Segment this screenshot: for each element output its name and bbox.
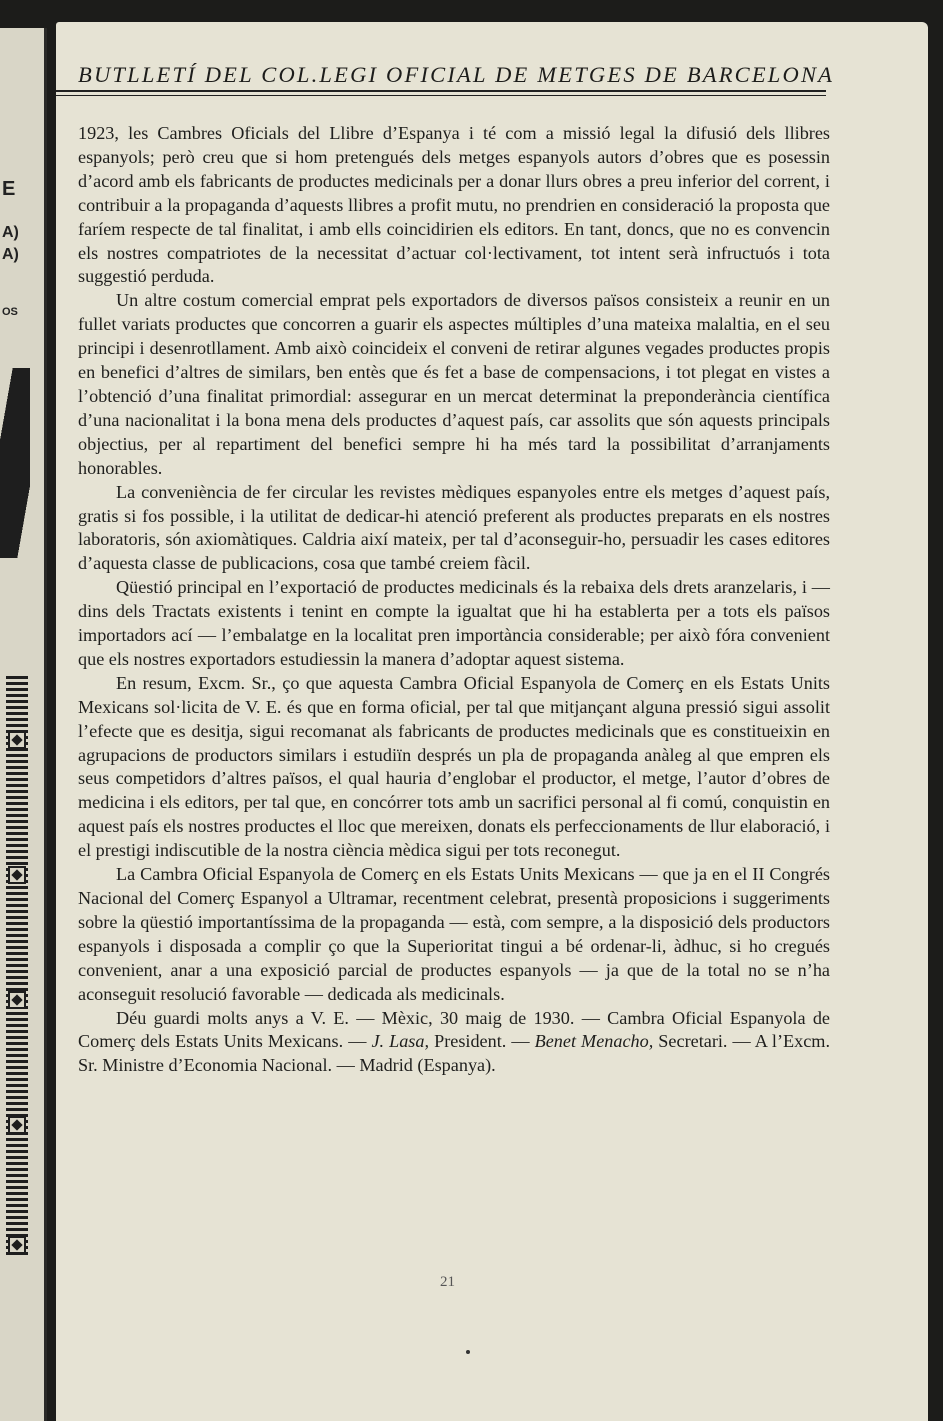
running-header: BUTLLETÍ DEL COL.LEGI OFICIAL DE METGES DE BARCELONA [78, 62, 835, 87]
adjacent-page-fragment: OS [2, 306, 18, 318]
header-rule [56, 90, 826, 92]
adjacent-page-fragment: A) [2, 224, 19, 241]
paragraph: En resum, Excm. Sr., ço que aquesta Cambra Oficial Espanyola de Comerç en els Estats Units Mexicans sol·licita de V. E. és que en forma oficial, per tal que mitjançant alguna pressió sigui assolit l’efecte que es desitja, sigui recomanat als fabricants de productes medicinals que es constitueixin en agrupacions de productors similars i estudiïn després un pla de propaganda anàleg al que empren els seus competidors d’altres països, el qual hauria d’englobar el productor, el metge, l’autor d’obres de medicina i els editors, per tal que, en concórrer tots amb un sacrifici personal al fi comú, conquistin en aquest país els nostres productes el lloc que mereixen, donats els perfeccionaments de llur elaboració, i el prestigi indiscutible de la nostra ciència mèdica sigui per tots reconegut. [78, 672, 830, 861]
page-number: 21 [440, 1274, 455, 1290]
adjacent-page-strip [0, 28, 47, 1421]
paragraph: La Cambra Oficial Espanyola de Comerç en els Estats Units Mexicans — que ja en el II Congrés Nacional del Comerç Espanyol a Ultramar, recentment celebrat, presentà proposicions i suggeriments sobre la qüestió importantíssima de la propaganda — està, com sempre, a la disposició dels productors espanyols i disposada a complir ço que la Superioritat tingui a bé ordenar-li, àdhuc, si ho cregués convenient, anar a una exposició parcial de productes espanyols — ja que de la total no se n’ha aconseguit resolució favorable — dedicada als medicinals. [78, 864, 830, 1004]
print-speck [466, 1350, 470, 1354]
signatory-secretary: Benet Menacho, [534, 1031, 654, 1052]
paragraph: 1923, les Cambres Oficials del Llibre d’Espanya i té com a missió legal la difusió dels llibres espanyols; però creu que si hom pretengués dels metges espanyols autors d’obres que es posessin d’acord amb els fabricants de productes medicinals per a donar llurs obres a preu inferior del corrent, i contribuir a la propaganda d’aquests llibres a profit mutu, no prendrien en consideració la proposta que faríem respecte de tal finalitat, i amb ells coincidirien els editors. En tant, doncs, que no es convencin els nostres compatriotes de la necessitat d’actuar col·lectivament, tot intent serà infructuós i tota suggestió perduda. [78, 123, 830, 287]
paragraph: Un altre costum comercial emprat pels exportadors de diversos països consisteix a reunir en un fullet variats productes que concorren a guarir els aspectes múltiples d’una mateixa malaltia, en el seu principi i desenrotllament. Amb això coincideix el conveni de retirar algunes vegades productes propis en benefici d’altres de similars, ben entès que és fet a base de compensacions, i tot plegat en vistes a l’obtenció d’una finalitat primordial: assegurar en un mercat determinat la preponderància científica d’una nacionalitat i la bona mena dels productes d’aquest país, car assolits que són aquests principals objectius, per al repartiment del benefici sempre hi ha més tard la possibilitat d’arranjaments honorables. [78, 290, 830, 478]
closing-text: Secretari. — A l’Excm. Sr. Ministre d’Economia Nacional. — Madrid (Espanya). [78, 1031, 831, 1076]
adjacent-page-large-letter-shape [0, 368, 30, 558]
closing-text: President. — [429, 1031, 535, 1052]
closing-paragraph [78, 1007, 830, 1079]
closing-text: Déu guardi molts anys a V. E. — Mèxic, 30 maig de 1930. — Cambra Oficial Espanyola de Comerç dels Estats Units Mexicans. — [78, 1007, 830, 1052]
adjacent-page-fragment: A) [2, 246, 19, 263]
article-body [78, 122, 830, 1078]
signatory-president: J. Lasa, [371, 1031, 430, 1052]
adjacent-page-fragment: E [2, 178, 16, 200]
paragraph: La conveniència de fer circular les revistes mèdiques espanyoles entre els metges d’aquest país, gratis si fos possible, i la utilitat de dedicar-hi atenció preferent als productes preparats en els nostres laboratoris, són axiomàtiques. Caldria així mateix, per tal d’aconseguir-ho, persuadir les cases editores d’aquesta classe de publicacions, cosa que també creiem fàcil. [78, 481, 830, 574]
journal-page [56, 22, 928, 1421]
paragraph: Qüestió principal en l’exportació de productes medicinals és la rebaixa dels drets aranzelaris, i — dins dels Tractats existents i tenint en compte la igualtat que hi ha establerta per a tots els països importadors ací — l’embalatge en la localitat pren importància considerable; per això fóra convenient que els nostres exportadors estudiessin la manera d’adoptar aquest sistema. [78, 577, 830, 669]
header-rule [56, 95, 826, 96]
ornamental-border-icon [6, 676, 28, 1256]
